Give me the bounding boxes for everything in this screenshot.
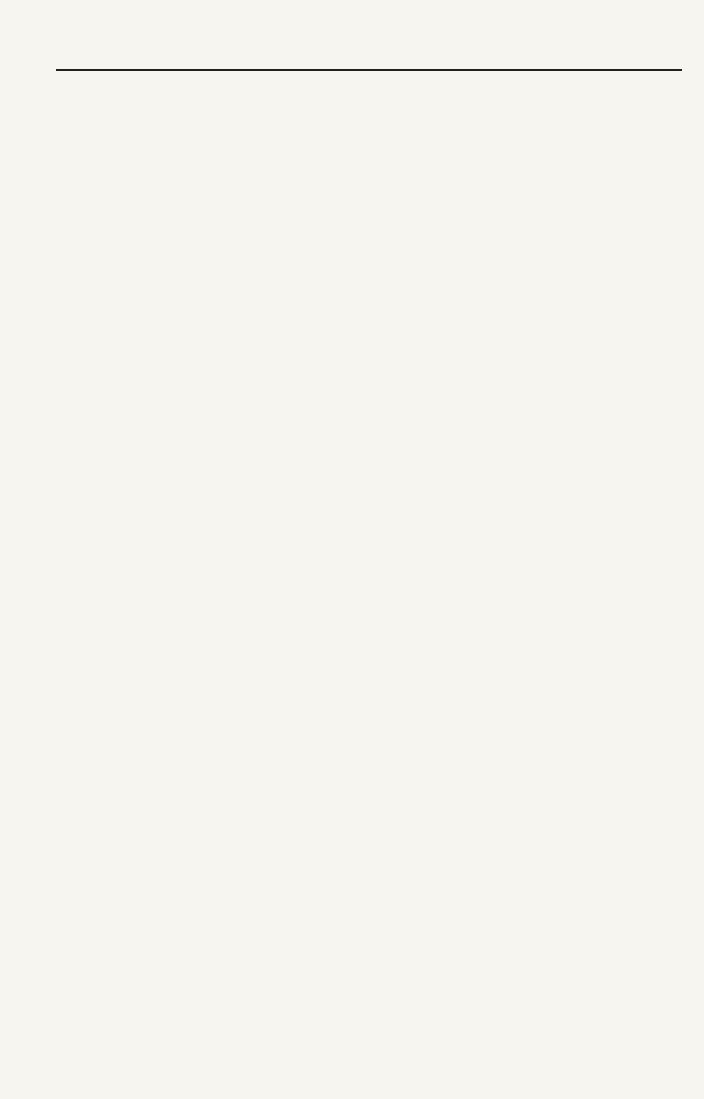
header-rule [56, 69, 682, 71]
section-heading [56, 252, 686, 272]
page-header [56, 46, 682, 68]
